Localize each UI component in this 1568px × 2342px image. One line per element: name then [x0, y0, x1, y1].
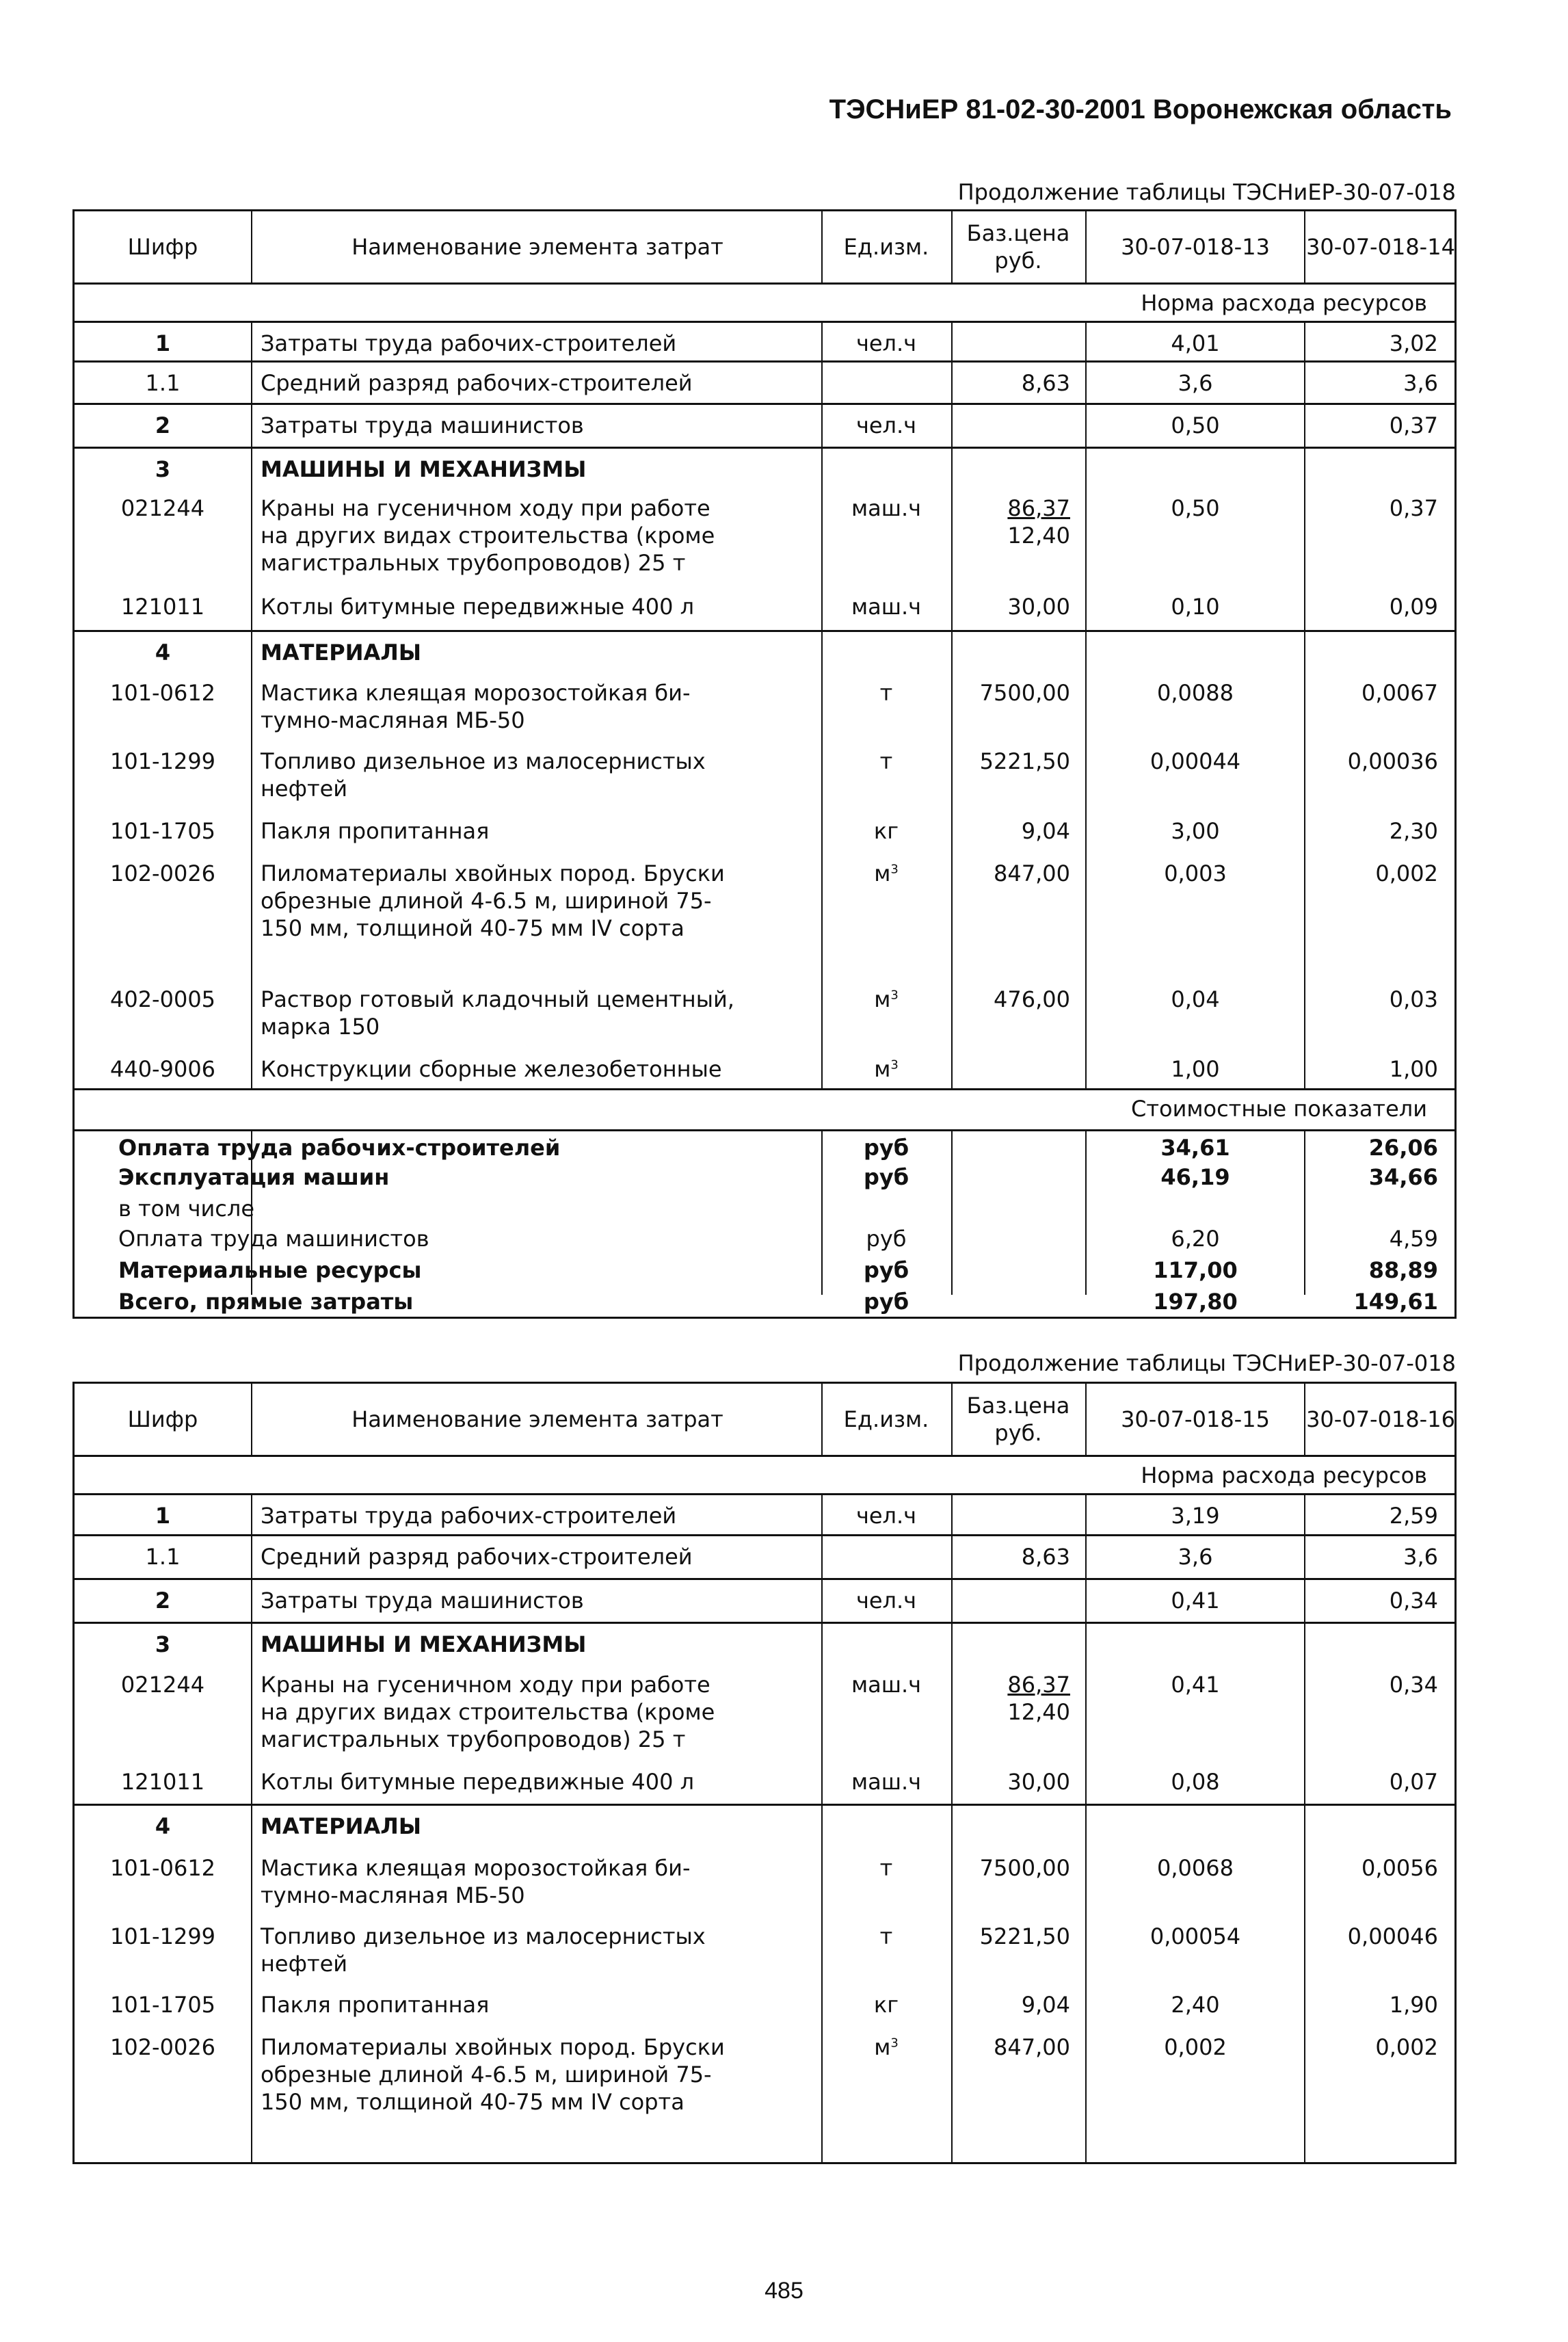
summary-row: Материальные ресурсы руб 117,00 88,89	[118, 1257, 1438, 1283]
section-row: 3 МАШИНЫ И МЕХАНИЗМЫ	[75, 1622, 1454, 1664]
table-row: 440-9006 Конструкции сборные железобетонные $м^3$ 1,00 1,00	[109, 1056, 1438, 1082]
table-header-row	[75, 211, 1454, 282]
section-row: 4 МАТЕРИАЛЫ	[75, 1804, 1454, 1847]
table-row: 402-0005 Раствор готовый кладочный цементный, марка 150 $м^3$ 476,00 0,04 0,03	[109, 986, 1438, 1040]
column-header-name: Наименование элемента затрат	[351, 234, 723, 260]
page-number: 485	[765, 2278, 803, 2304]
table-row: 2 Затраты труда машинистов чел.ч 0,50 0,37	[75, 403, 1454, 447]
column-header-unit: Ед.изм.	[843, 234, 929, 260]
summary-row: Оплата труда рабочих-строителей руб 34,61 26,06	[75, 1129, 1454, 1161]
table-row: 101-0612 Мастика клеящая морозостойкая би- тумно-масляная МБ-50 т 7500,00 0,0068 0,0056	[109, 1855, 1438, 1908]
document-header: ТЭСНиЕР 81-02-30-2001 Воронежская область	[829, 94, 1452, 124]
column-header-b: 30-07-018-16	[1306, 1406, 1455, 1432]
column-header-a: 30-07-018-13	[1121, 234, 1270, 260]
table-row: 101-1705 Пакля пропитанная кг 9,04 3,00 2,30	[109, 818, 1438, 844]
table-row: 121011 Котлы битумные передвижные 400 л маш.ч 30,00 0,10 0,09	[120, 594, 1438, 620]
summary-row: Оплата труда машинистов руб 6,20 4,59	[118, 1226, 1438, 1252]
column-header-code: Шифр	[127, 1406, 198, 1432]
column-header-code: Шифр	[127, 234, 198, 260]
table-row: 1.1 Средний разряд рабочих-строителей 8,63 3,6 3,6	[75, 1534, 1454, 1578]
summary-row: Всего, прямые затраты руб 197,80 149,61	[118, 1289, 1438, 1315]
column-header-unit: Ед.изм.	[843, 1406, 929, 1432]
table-row: 101-0612 Мастика клеящая морозостойкая би- тумно-масляная МБ-50 т 7500,00 0,0088 0,0067	[109, 680, 1438, 733]
summary-row: в том числе	[118, 1196, 254, 1222]
norm-label-row	[75, 1455, 1454, 1493]
summary-row: Эксплуатация машин руб 46,19 34,66	[118, 1164, 1438, 1190]
table-row: 1.1 Средний разряд рабочих-строителей 8,63 3,6 3,6	[75, 360, 1454, 403]
column-header-price: Баз.цена руб.	[966, 220, 1070, 274]
table-row: 1 Затраты труда рабочих-строителей чел.ч 4,01 3,02	[75, 321, 1454, 360]
column-header-b: 30-07-018-14	[1306, 234, 1455, 260]
cost-label: Стоимостные показатели	[1131, 1096, 1427, 1122]
table-row: 121011 Котлы битумные передвижные 400 л маш.ч 30,00 0,08 0,07	[120, 1769, 1438, 1795]
table-row: 102-0026 Пиломатериалы хвойных пород. Бруски обрезные длиной 4-6.5 м, шириной 75- 150 мм, толщиной 40-75 мм IV сорта $м^3$ 847,00 0,003 0,002	[109, 860, 1438, 941]
resource-table-2	[72, 1382, 1457, 2164]
table-row: 102-0026 Пиломатериалы хвойных пород. Бруски обрезные длиной 4-6.5 м, шириной 75- 150 мм, толщиной 40-75 мм IV сорта $м^3$ 847,00 0,002 0,002	[109, 2034, 1438, 2115]
table-row: 2 Затраты труда машинистов чел.ч 0,41 0,34	[75, 1578, 1454, 1622]
table-row: 101-1299 Топливо дизельное из малосернистых нефтей т 5221,50 0,00044 0,00036	[109, 748, 1438, 802]
table-row: 101-1299 Топливо дизельное из малосернистых нефтей т 5221,50 0,00054 0,00046	[109, 1923, 1438, 1977]
table-row: 101-1705 Пакля пропитанная кг 9,04 2,40 1,90	[109, 1992, 1438, 2018]
table-row: 021244 Краны на гусеничном ходу при работе на других видах строительства (кроме магистральных трубопроводов) 25 т маш.ч 86,37 12,40 0,50 0,37	[120, 495, 1438, 576]
resource-table-1	[72, 209, 1457, 1319]
cost-label-row	[75, 1088, 1454, 1129]
table-row: 021244 Краны на гусеничном ходу при работе на других видах строительства (кроме магистральных трубопроводов) 25 т маш.ч 86,37 12,40 0,41 0,34	[120, 1672, 1438, 1752]
norm-label: Норма расхода ресурсов	[1141, 1462, 1427, 1488]
table-header-row	[75, 1384, 1454, 1455]
norm-label-row	[75, 282, 1454, 321]
column-header-a: 30-07-018-15	[1121, 1406, 1270, 1432]
norm-label: Норма расхода ресурсов	[1141, 290, 1427, 316]
column-header-price: Баз.цена руб.	[966, 1393, 1070, 1446]
table-caption: Продолжение таблицы ТЭСНиЕР-30-07-018	[957, 1350, 1456, 1376]
table-row: 1 Затраты труда рабочих-строителей чел.ч 3,19 2,59	[75, 1493, 1454, 1534]
section-row: 4 МАТЕРИАЛЫ	[75, 630, 1454, 672]
section-row: 3 МАШИНЫ И МЕХАНИЗМЫ	[75, 447, 1454, 488]
table-caption: Продолжение таблицы ТЭСНиЕР-30-07-018	[957, 179, 1456, 205]
column-header-name: Наименование элемента затрат	[351, 1406, 723, 1432]
